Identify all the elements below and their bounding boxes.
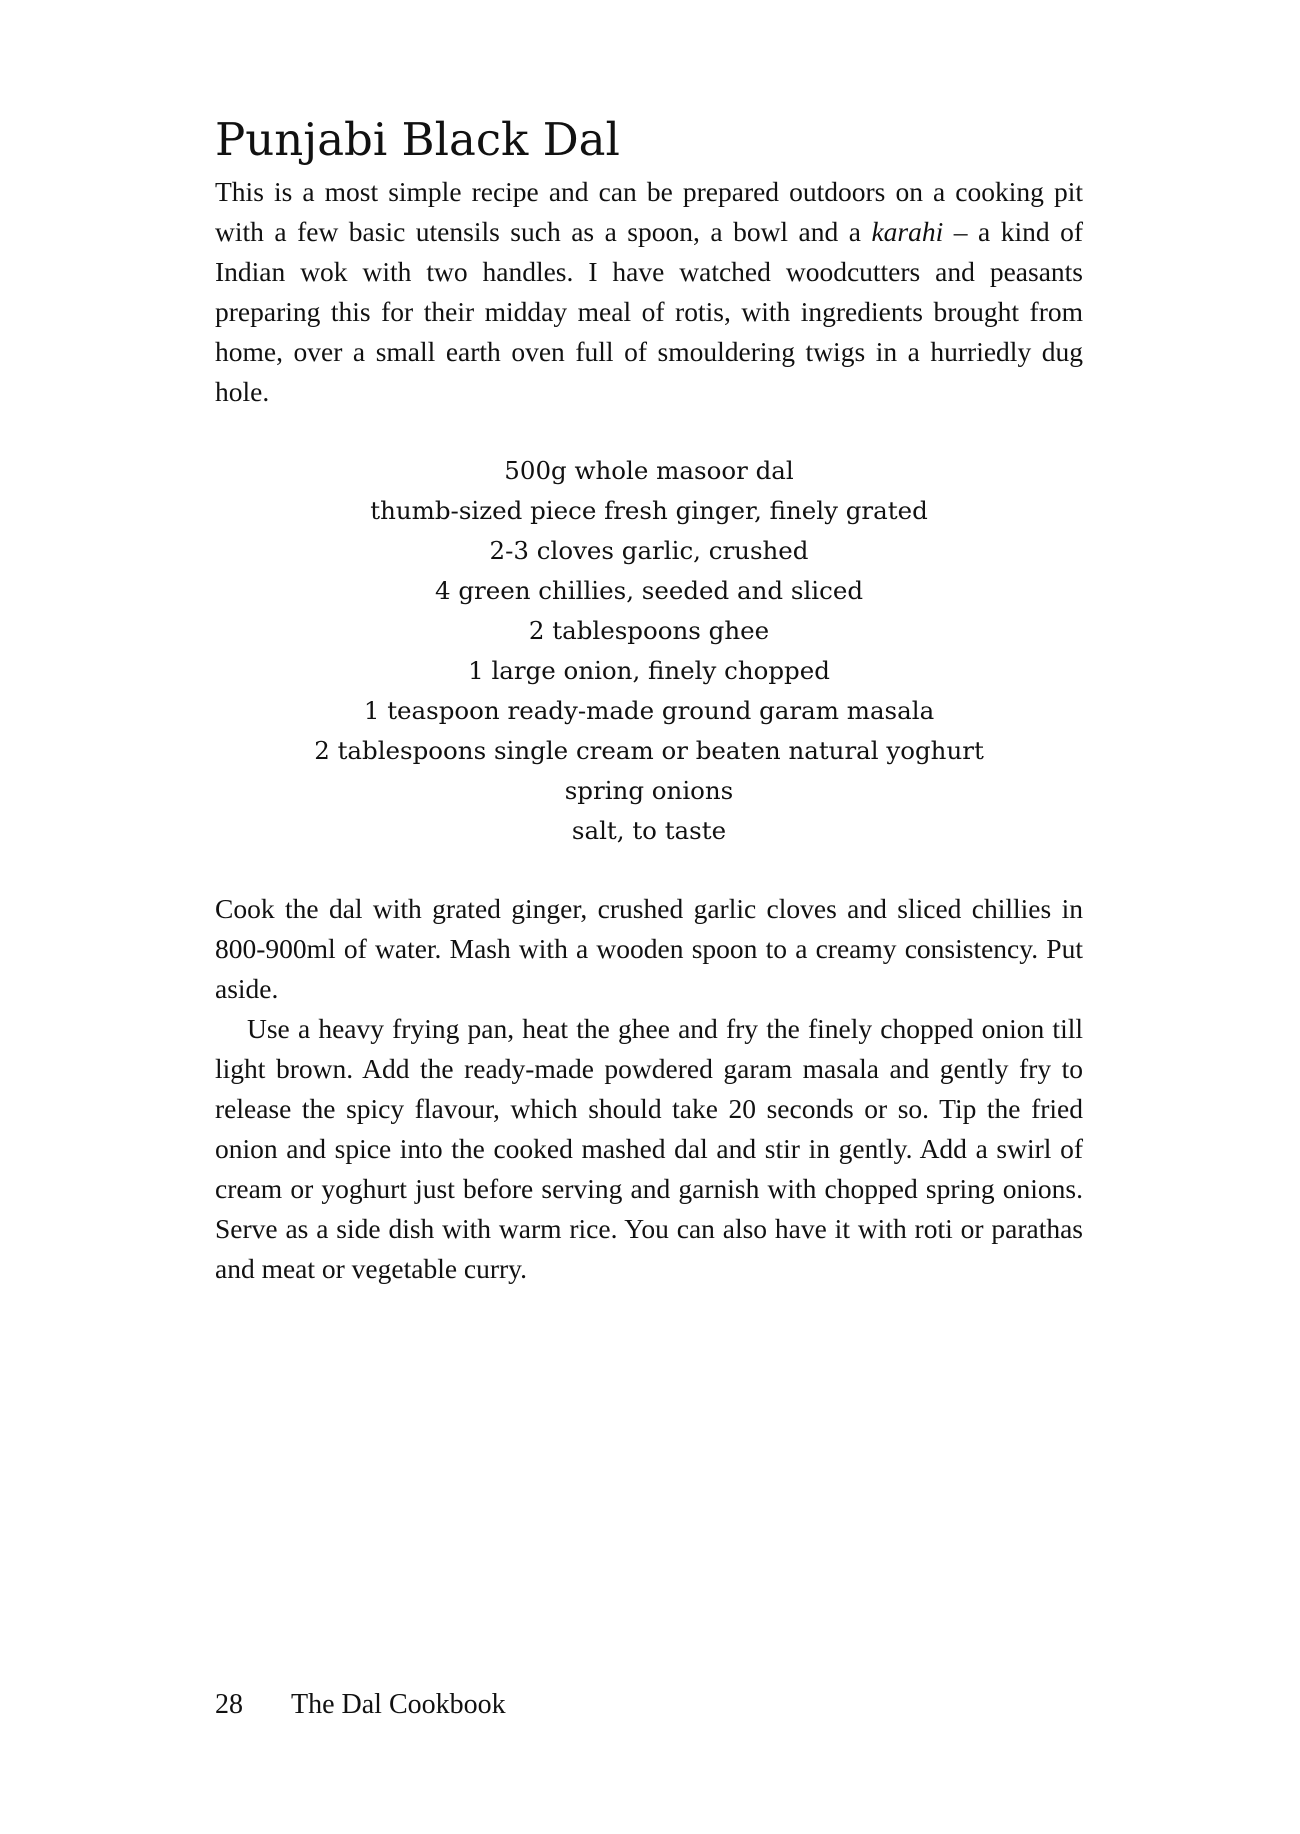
page-number: 28 [215, 1689, 243, 1720]
ingredient-item: 2 tablespoons ghee [528, 616, 770, 645]
page-footer [215, 1685, 506, 1725]
ingredient-item: 500g whole masoor dal [504, 456, 794, 485]
ingredient-item: 2 tablespoons single cream or beaten natural yoghurt [314, 736, 984, 765]
ingredient-item: 2-3 cloves garlic, crushed [489, 536, 809, 565]
ingredient-item: 1 large onion, finely chopped [468, 656, 830, 685]
method-section [215, 889, 1083, 1289]
ingredient-item: 1 teaspoon ready-made ground garam masala [363, 696, 935, 725]
ingredient-item: 4 green chillies, seeded and sliced [434, 576, 864, 605]
intro-emphasis-karahi: karahi [871, 216, 944, 247]
intro-text-start: This is a most simple recipe and can be prepared outdoors on a cooking pit with a few basic utensils such as a spoon, a bowl and a [215, 176, 1083, 247]
ingredient-item: spring onions [564, 776, 734, 805]
ingredient-item: salt, to taste [571, 816, 727, 845]
running-footer-book-title: The Dal Cookbook [291, 1689, 506, 1720]
method-paragraph: Cook the dal with grated ginger, crushed garlic cloves and sliced chillies in 800-900ml of water. Mash with a wooden spoon to a creamy consistency. Put aside. [215, 893, 1083, 1004]
recipe-intro [215, 172, 1083, 412]
method-paragraph: Use a heavy frying pan, heat the ghee and fry the finely chopped onion till light brown. Add the ready-made powdered garam masala and gently fry to release the spicy flavour, which should take 20 seconds or so. Tip the fried onion and spice into the cooked mashed dal and stir in gently. Add a swirl of cream or yoghurt just before serving and garnish with chopped spring onions. Serve as a side dish with warm rice. You can also have it with roti or parathas and meat or vegetable curry. [215, 1013, 1083, 1284]
ingredient-item: thumb-sized piece fresh ginger, finely grated [370, 496, 928, 525]
recipe-title: Punjabi Black Dal [215, 113, 620, 166]
recipe-section [215, 108, 1083, 1284]
ingredients-list [215, 451, 1083, 851]
intro-text-end: – a kind of Indian wok with two handles. I have watched woodcutters and peasants preparing this for their midday meal of rotis, with ingredients brought from home, over a small earth oven full of smouldering twigs in a hurriedly dug hole. [215, 216, 1083, 407]
